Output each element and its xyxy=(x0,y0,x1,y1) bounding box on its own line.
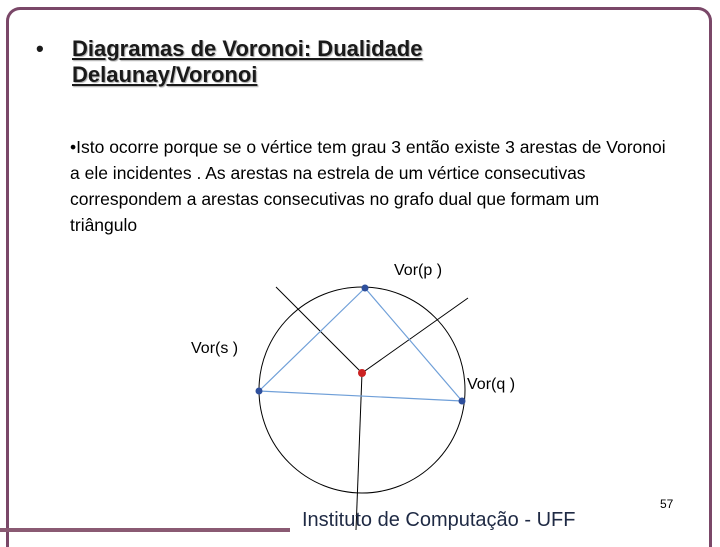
label-vor-q: Vor(q ) xyxy=(467,376,516,393)
body-paragraph: •Isto ocorre porque se o vértice tem grau 3 então existe 3 arestas de Voronoi a ele incidentes . As arestas na estrela de um vértice consecutivas correspondem a arestas consecutivas no grafo dual que formam um triângulo xyxy=(70,137,666,235)
title-text: Diagramas de Voronoi: Dualidade Delaunay/Voronoi xyxy=(72,36,423,87)
voronoi-edge-pq xyxy=(362,298,468,373)
title-bullet: • xyxy=(36,36,44,61)
site-s xyxy=(256,388,263,395)
footer-rule xyxy=(0,528,290,532)
site-p xyxy=(362,285,369,292)
label-vor-s: Vor(s ) xyxy=(191,340,239,357)
circumcircle xyxy=(259,287,465,493)
voronoi-vertex xyxy=(358,369,366,377)
voronoi-edge-ps xyxy=(276,287,362,373)
page-number: 57 xyxy=(660,497,674,511)
delaunay-edge-ps xyxy=(259,288,365,391)
site-q xyxy=(459,398,466,405)
label-vor-p: Vor(p ) xyxy=(394,262,443,279)
footer-text: Instituto de Computação - UFF xyxy=(302,509,576,531)
delaunay-edge-pq xyxy=(365,288,462,401)
